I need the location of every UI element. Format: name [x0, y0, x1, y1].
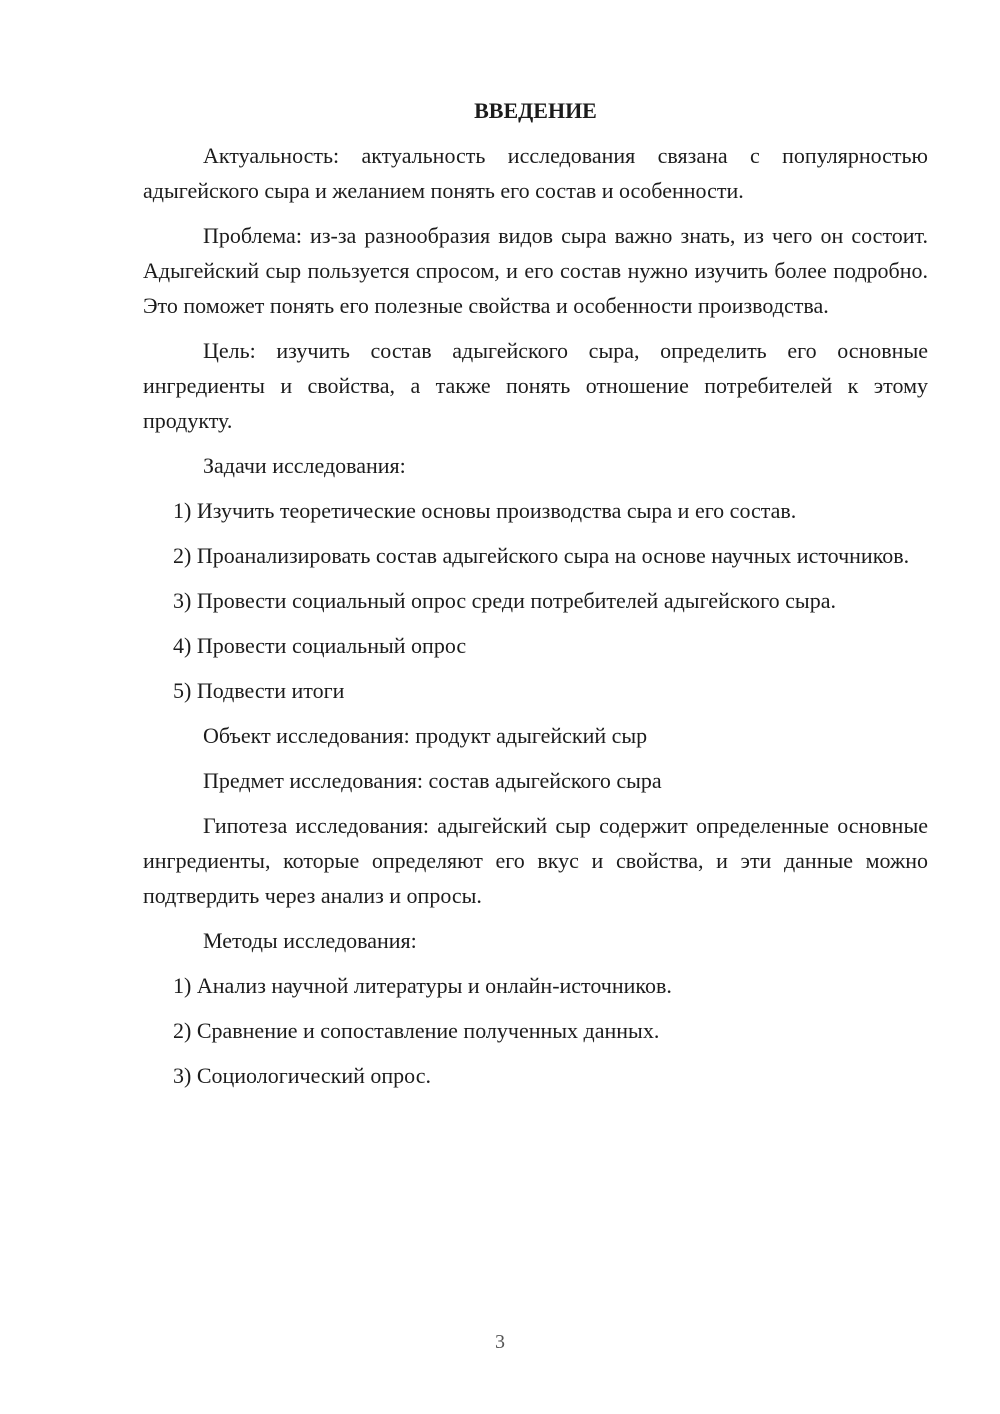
problem-paragraph: Проблема: из-за разнообразия видов сыра важно знать, из чего он состоит. Адыгейский сыр пользуется спросом, и его состав нужно изучить более подробно. Это поможет понять его полезные свойства и особенности производства.	[143, 223, 928, 318]
task-item: 3) Провести социальный опрос среди потребителей адыгейского сыра.	[173, 588, 836, 613]
tasks-heading: Задачи исследования:	[203, 453, 406, 478]
object-paragraph: Объект исследования: продукт адыгейский сыр	[203, 723, 648, 748]
goal-paragraph: Цель: изучить состав адыгейского сыра, определить его основные ингредиенты и свойства, а также понять отношение потребителей к этому продукту.	[143, 338, 928, 433]
task-item: 2) Проанализировать состав адыгейского сыра на основе научных источников.	[173, 543, 910, 568]
page-content	[143, 93, 928, 1103]
method-item: 1) Анализ научной литературы и онлайн-источников.	[173, 973, 672, 998]
task-item: 4) Провести социальный опрос	[173, 633, 467, 658]
page-number: 3	[495, 1331, 505, 1353]
method-item: 2) Сравнение и сопоставление полученных данных.	[173, 1018, 660, 1043]
relevance-paragraph: Актуальность: актуальность исследования связана с популярностью адыгейского сыра и желанием понять его состав и особенности.	[143, 143, 928, 203]
subject-paragraph: Предмет исследования: состав адыгейского сыра	[203, 768, 662, 793]
methods-heading: Методы исследования:	[203, 928, 417, 953]
task-item: 5) Подвести итоги	[173, 678, 345, 703]
method-item: 3) Социологический опрос.	[173, 1063, 431, 1088]
hypothesis-paragraph: Гипотеза исследования: адыгейский сыр содержит определенные основные ингредиенты, которые определяют его вкус и свойства, и эти данные можно подтвердить через анализ и опросы.	[143, 813, 928, 908]
section-title: ВВЕДЕНИЕ	[474, 98, 597, 123]
task-item: 1) Изучить теоретические основы производства сыра и его состав.	[173, 498, 797, 523]
